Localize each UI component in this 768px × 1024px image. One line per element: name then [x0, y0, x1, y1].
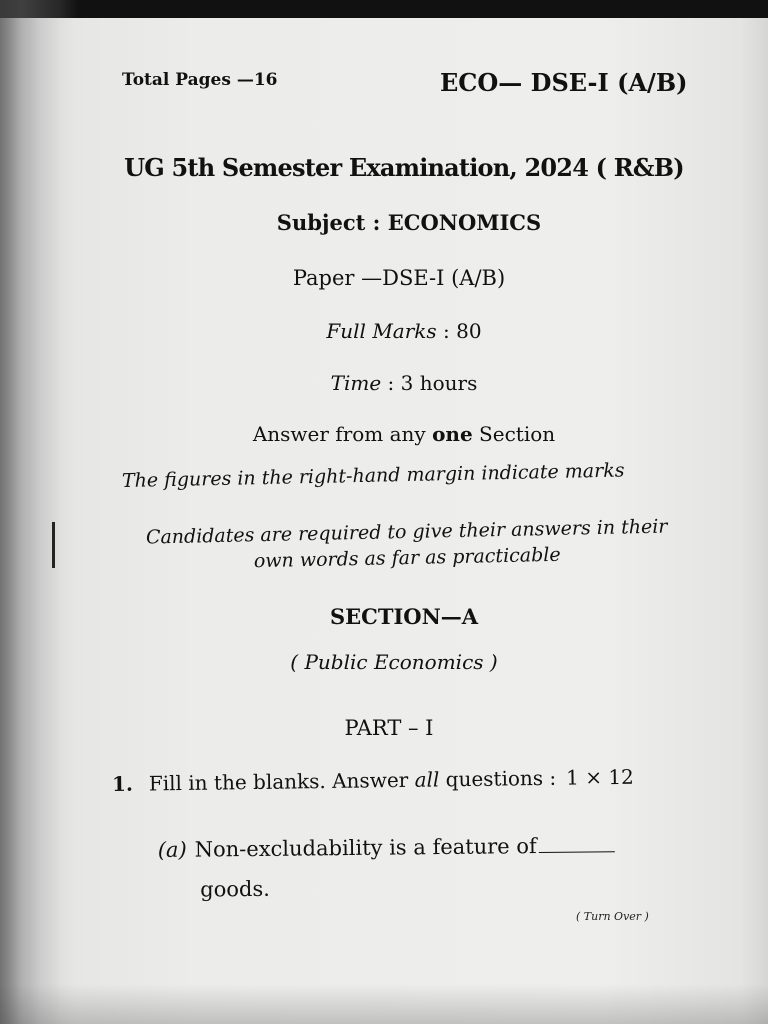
- paper-code: ECO— DSE-I (A/B): [440, 68, 688, 97]
- answer-suffix: Section: [472, 422, 556, 446]
- full-marks-value: : 80: [443, 319, 482, 343]
- exam-subject: Subject : ECONOMICS: [276, 210, 542, 235]
- exam-time: [0, 371, 768, 395]
- exam-paper: Paper —DSE-I (A/B): [292, 266, 506, 290]
- question-1-marks: 1 × 12: [565, 764, 634, 790]
- answer-blank: [539, 851, 615, 853]
- section-subtitle: ( Public Economics ): [290, 650, 498, 674]
- bottom-edge-shadow: [0, 984, 768, 1024]
- exam-title: UG 5th Semester Examination, 2024 ( R&B): [124, 153, 684, 182]
- question-1-italic: all: [414, 767, 440, 792]
- question-1a-continuation: goods.: [200, 876, 270, 902]
- figures-instruction: The figures in the right-hand margin indicate marks: [121, 459, 625, 492]
- turn-over-note: ( Turn Over ): [576, 910, 649, 923]
- full-marks: [0, 319, 768, 343]
- question-1-suffix: questions :: [439, 765, 557, 792]
- question-1a: [158, 825, 679, 910]
- total-pages: Total Pages —16: [122, 70, 278, 90]
- candidates-line-1: Candidates are required to give their answers in their: [145, 515, 668, 549]
- answer-bold: one: [432, 422, 473, 446]
- question-1a-label: (a): [157, 837, 187, 863]
- part-title: PART – I: [344, 716, 434, 740]
- question-1a-text: Non-excludability is a feature of: [194, 834, 537, 862]
- time-value: : 3 hours: [387, 371, 478, 395]
- time-label: Time: [330, 371, 382, 395]
- answer-instruction: [0, 422, 768, 446]
- candidates-line-2: own words as far as practicable: [253, 543, 561, 573]
- question-1-prefix: Fill in the blanks. Answer: [148, 767, 415, 796]
- question-1: [112, 764, 702, 796]
- question-1-number: 1.: [111, 771, 134, 796]
- section-title: SECTION—A: [329, 604, 479, 629]
- full-marks-label: Full Marks: [326, 319, 437, 343]
- answer-prefix: Answer from any: [252, 422, 433, 446]
- candidates-instruction: [121, 513, 692, 577]
